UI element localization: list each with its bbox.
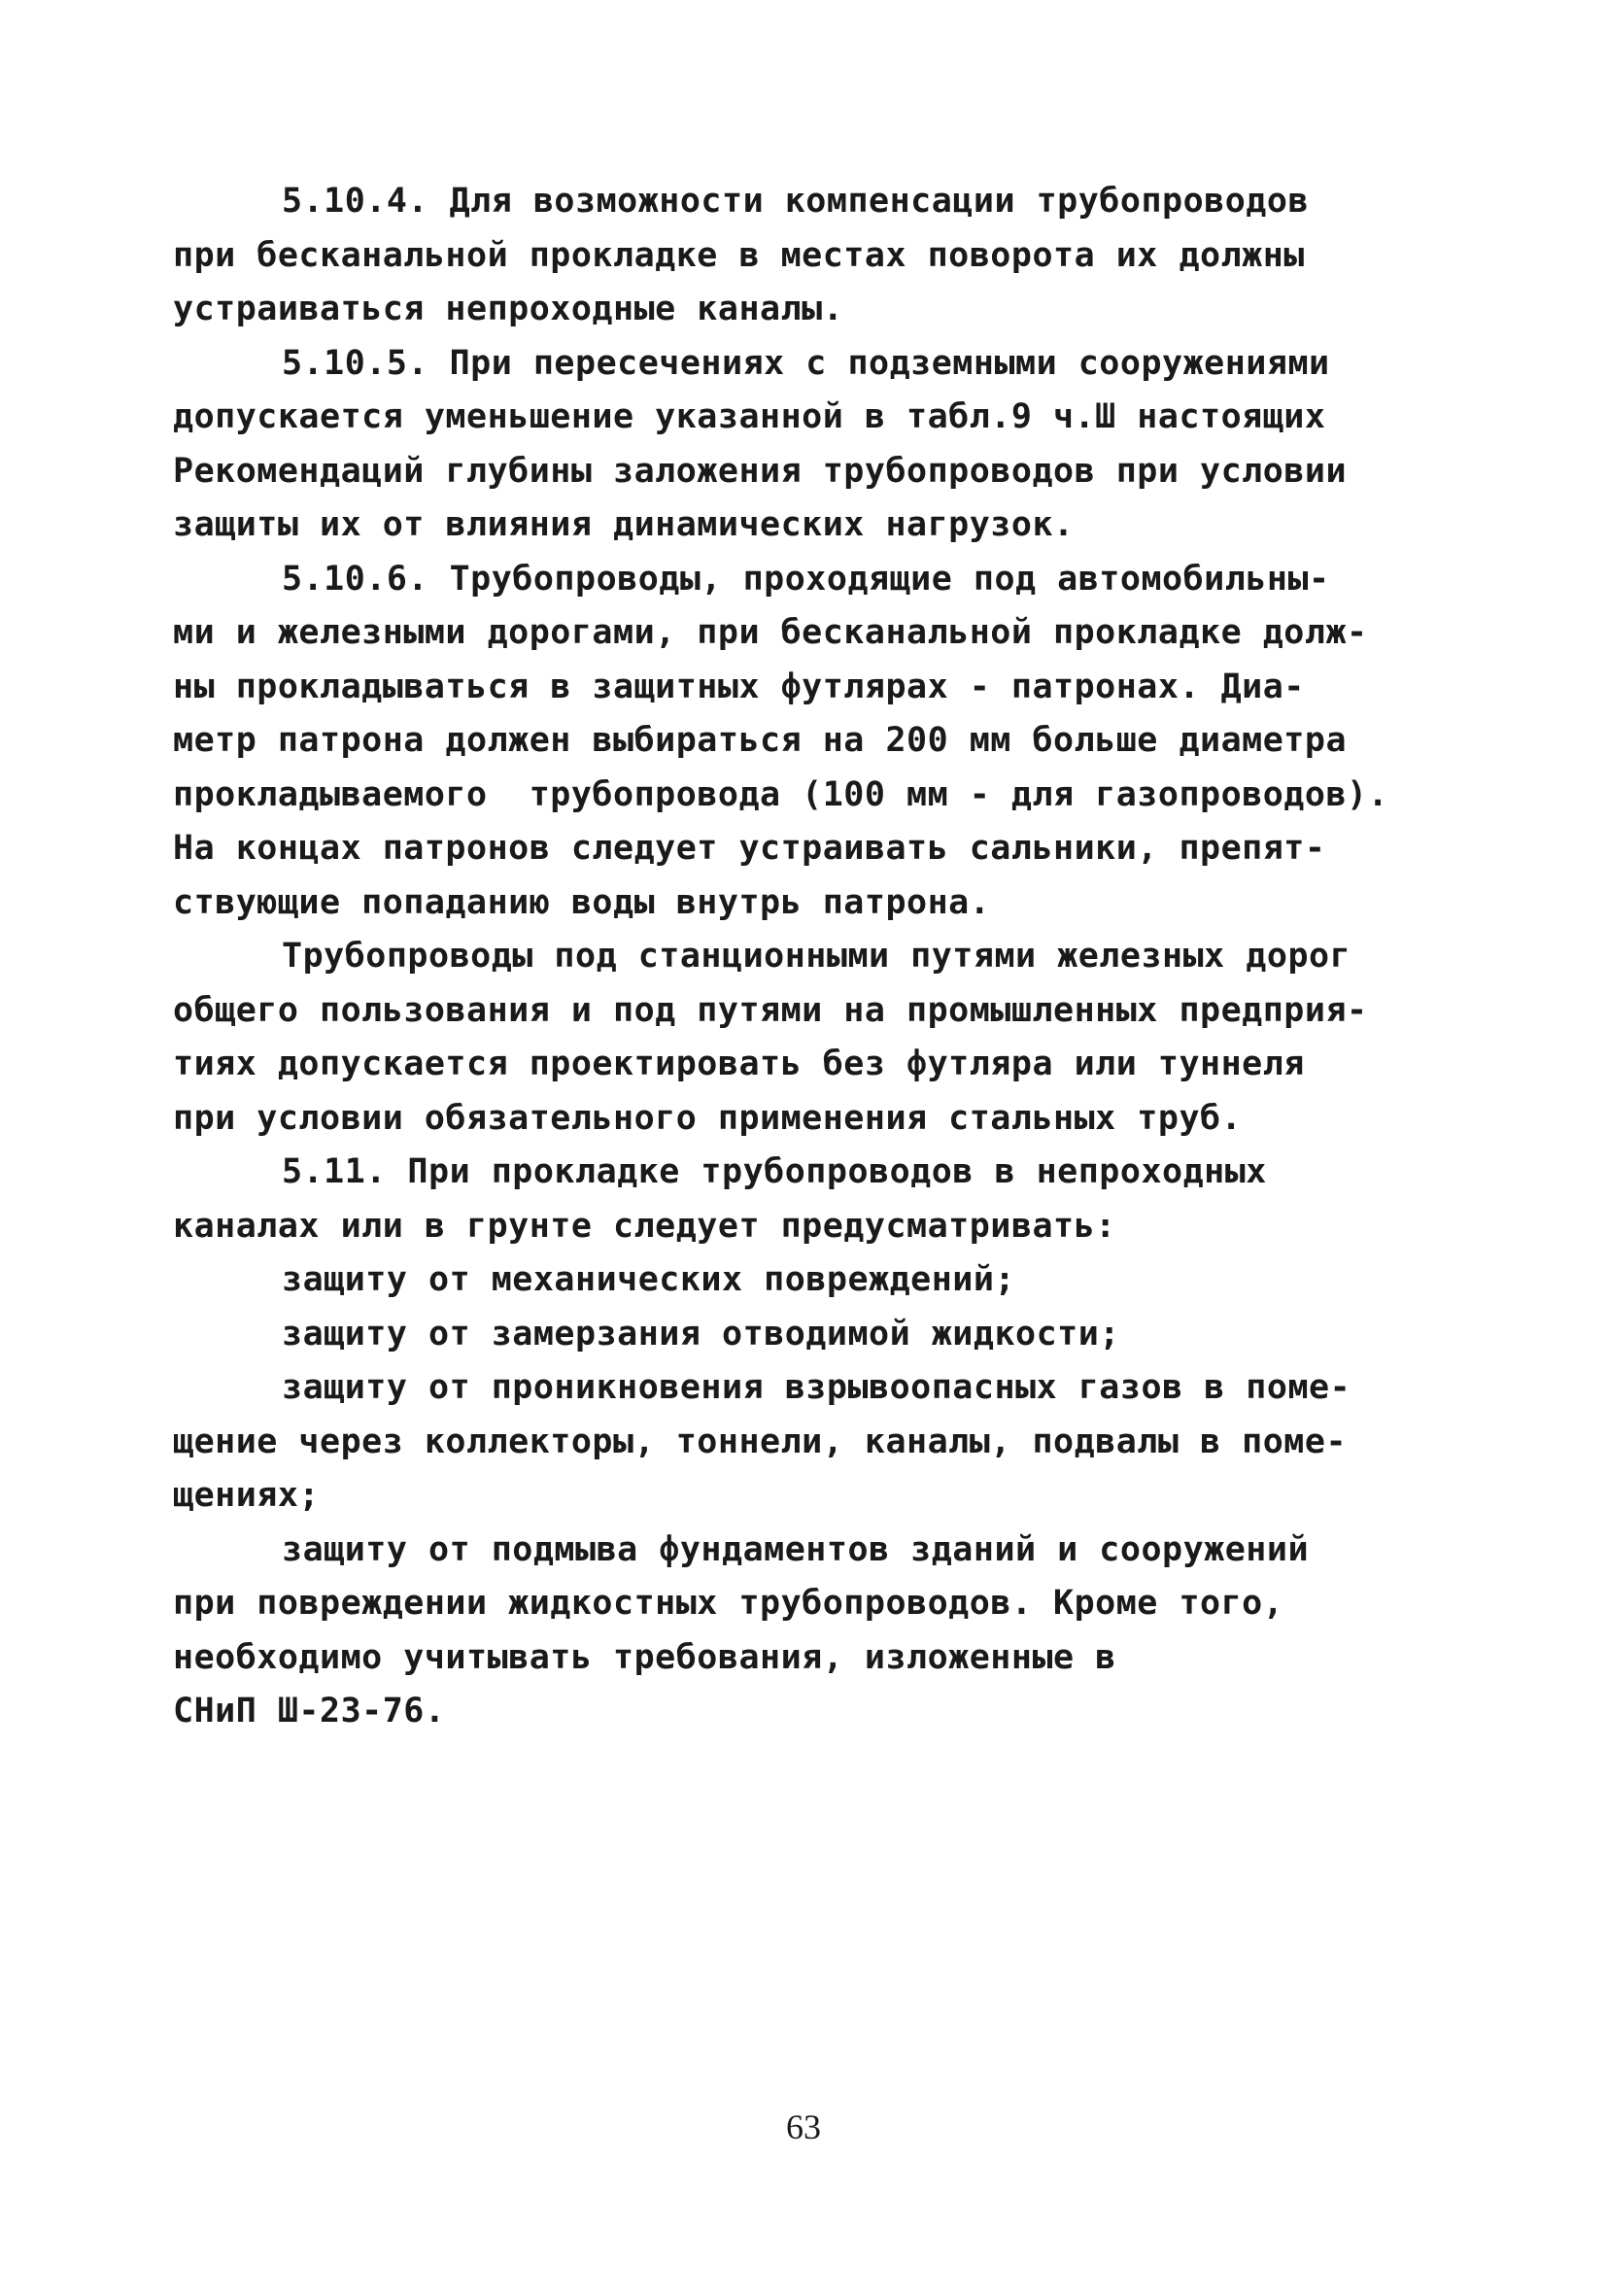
text-line: прокладываемого трубопровода (100 мм - для газопроводов). bbox=[173, 774, 1389, 814]
list-item-washout bbox=[173, 1524, 1465, 1739]
text-line: защиту от подмыва фундаментов зданий и сооружений bbox=[282, 1529, 1310, 1569]
text-line: необходимо учитывать требования, изложенные в bbox=[173, 1637, 1116, 1677]
text-line: ми и железными дорогами, при бесканальной прокладке долж- bbox=[173, 613, 1368, 652]
text-line: На концах патронов следует устраивать сальники, препят- bbox=[173, 829, 1326, 868]
text-line: ствующие попаданию воды внутрь патрона. bbox=[173, 882, 991, 922]
paragraph-5-11 bbox=[173, 1146, 1465, 1253]
text-line: допускается уменьшение указанной в табл.9 ч.Ш настоящих bbox=[173, 397, 1326, 436]
text-line: 5.11. При прокладке трубопроводов в непроходных bbox=[282, 1152, 1267, 1191]
text-line: Рекомендаций глубины заложения трубопроводов при условии bbox=[173, 451, 1348, 491]
document-body bbox=[173, 175, 1465, 1739]
text-line: Трубопроводы под станционными путями железных дорог bbox=[282, 937, 1351, 976]
text-line: СНиП Ш-23-76. bbox=[173, 1692, 446, 1731]
text-line: ны прокладываться в защитных футлярах - патронах. Диа- bbox=[173, 667, 1305, 706]
text-line: при условии обязательного применения стальных труб. bbox=[173, 1098, 1243, 1138]
text-line: защиту от замерзания отводимой жидкости; bbox=[282, 1314, 1120, 1354]
paragraph-5-10-5 bbox=[173, 337, 1465, 553]
list-item-mechanical bbox=[173, 1253, 1465, 1308]
text-line: щениях; bbox=[173, 1476, 321, 1515]
paragraph-5-10-4 bbox=[173, 175, 1465, 337]
page-number: 63 bbox=[786, 2108, 821, 2146]
text-line: тиях допускается проектировать без футляра или туннеля bbox=[173, 1045, 1305, 1083]
paragraph-pipelines-under-railways bbox=[173, 930, 1465, 1146]
text-line: при бесканальной прокладке в местах поворота их должны bbox=[173, 235, 1305, 275]
text-line: каналах или в грунте следует предусматривать: bbox=[173, 1206, 1116, 1246]
text-line: защиты их от влияния динамических нагрузок. bbox=[173, 505, 1075, 544]
paragraph-5-10-6 bbox=[173, 553, 1465, 931]
list-item-gases bbox=[173, 1361, 1465, 1524]
list-item-freezing bbox=[173, 1308, 1465, 1362]
text-line: защиту от механических повреждений; bbox=[282, 1260, 1016, 1299]
text-line: 5.10.5. При пересечениях с подземными сооружениями bbox=[282, 343, 1330, 383]
text-line: щение через коллекторы, тоннели, каналы, подвалы в поме- bbox=[173, 1422, 1348, 1461]
text-line: устраиваться непроходные каналы. bbox=[173, 290, 844, 328]
text-line: метр патрона должен выбираться на 200 мм больше диаметра bbox=[173, 721, 1348, 760]
text-line: защиту от проникновения взрывоопасных газов в поме- bbox=[282, 1368, 1351, 1407]
text-line: при повреждении жидкостных трубопроводов. Кроме того, bbox=[173, 1584, 1284, 1623]
text-line: 5.10.6. Трубопроводы, проходящие под автомобильны- bbox=[282, 559, 1330, 599]
text-line: 5.10.4. Для возможности компенсации трубопроводов bbox=[282, 182, 1310, 221]
text-line: общего пользования и под путями на промышленных предприя- bbox=[173, 990, 1368, 1030]
